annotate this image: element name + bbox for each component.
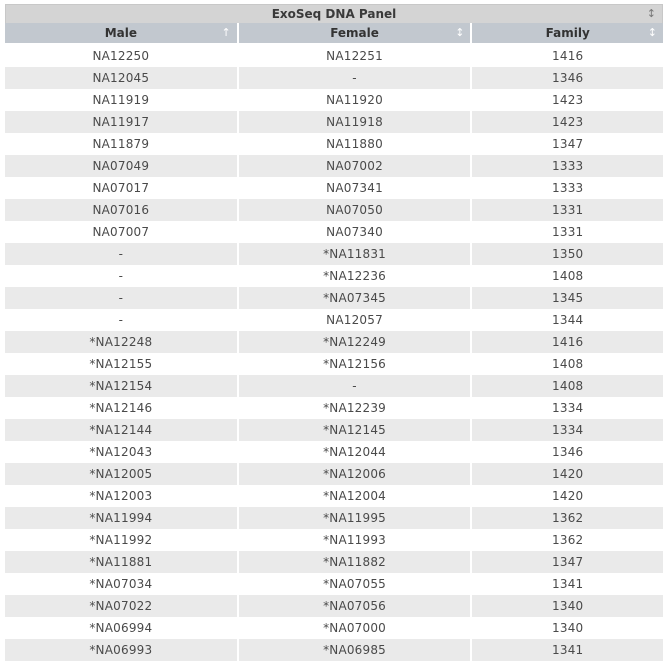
cell-family: 1340 xyxy=(552,621,584,635)
table-row xyxy=(5,265,663,287)
cell-male: *NA12144 xyxy=(5,419,237,441)
cell-female: *NA07000 xyxy=(323,621,387,635)
cell-female: *NA12145 xyxy=(239,419,471,441)
table-body xyxy=(5,45,663,661)
cell-female: *NA07056 xyxy=(239,595,471,617)
cell-family: 1423 xyxy=(552,93,584,107)
sort-arrows-icon[interactable]: ↕ xyxy=(455,26,465,39)
cell-family: 1362 xyxy=(472,507,663,529)
cell-female: *NA12156 xyxy=(323,357,387,371)
cell-family: 1346 xyxy=(472,67,663,89)
cell-family: 1408 xyxy=(552,269,584,283)
cell-family: 1362 xyxy=(552,533,584,547)
cell-family: 1331 xyxy=(472,199,663,221)
cell-female: *NA11995 xyxy=(239,507,471,529)
cell-family: 1340 xyxy=(472,595,663,617)
cell-family: 1416 xyxy=(472,331,663,353)
table-row xyxy=(5,529,663,551)
table-row xyxy=(5,243,663,265)
cell-female: *NA12044 xyxy=(323,445,387,459)
samples-table xyxy=(3,23,665,661)
table-row xyxy=(5,397,663,419)
cell-male: *NA07022 xyxy=(5,595,237,617)
cell-female: *NA12239 xyxy=(323,401,387,415)
column-header-female[interactable] xyxy=(239,23,471,45)
cell-male: *NA12005 xyxy=(5,463,237,485)
table-row xyxy=(5,507,663,529)
cell-female: *NA11882 xyxy=(239,551,471,573)
exoseq-panel xyxy=(5,4,663,661)
cell-male: NA07016 xyxy=(5,199,237,221)
cell-female: *NA11993 xyxy=(323,533,387,547)
cell-male: NA07007 xyxy=(92,225,150,239)
cell-female: - xyxy=(239,375,471,397)
cell-family: 1420 xyxy=(552,489,584,503)
table-row xyxy=(5,419,663,441)
table-row xyxy=(5,639,663,661)
table-row xyxy=(5,573,663,595)
table-row xyxy=(5,67,663,89)
cell-male: *NA11881 xyxy=(5,551,237,573)
cell-family: 1408 xyxy=(552,357,584,371)
cell-female: *NA12004 xyxy=(323,489,387,503)
cell-female: NA11918 xyxy=(239,111,471,133)
cell-family: 1420 xyxy=(472,463,663,485)
table-row xyxy=(5,155,663,177)
column-header-label: Female xyxy=(330,26,379,40)
cell-male: NA07017 xyxy=(92,181,150,195)
cell-family: 1345 xyxy=(472,287,663,309)
cell-family: 1341 xyxy=(472,639,663,661)
cell-male: - xyxy=(5,287,237,309)
cell-female: *NA11831 xyxy=(239,243,471,265)
cell-male: *NA12146 xyxy=(89,401,153,415)
table-row xyxy=(5,441,663,463)
table-row xyxy=(5,309,663,331)
cell-family: 1423 xyxy=(472,111,663,133)
cell-female: NA07050 xyxy=(239,199,471,221)
table-row xyxy=(5,89,663,111)
cell-family: 1347 xyxy=(552,137,584,151)
cell-male: NA11917 xyxy=(5,111,237,133)
cell-male: *NA12248 xyxy=(5,331,237,353)
cell-female: *NA12249 xyxy=(239,331,471,353)
table-row xyxy=(5,331,663,353)
cell-family: 1416 xyxy=(552,49,584,63)
cell-family: 1331 xyxy=(552,225,584,239)
cell-female: *NA12236 xyxy=(323,269,387,283)
column-header-label: Male xyxy=(104,26,137,40)
table-row xyxy=(5,551,663,573)
column-header-label: Family xyxy=(545,26,590,40)
cell-female: NA11880 xyxy=(326,137,383,151)
cell-male: NA07049 xyxy=(5,155,237,177)
table-row xyxy=(5,463,663,485)
table-row xyxy=(5,111,663,133)
cell-female: *NA07345 xyxy=(239,287,471,309)
cell-female: *NA06985 xyxy=(239,639,471,661)
cell-female: - xyxy=(239,67,471,89)
cell-male: - xyxy=(5,243,237,265)
table-row xyxy=(5,287,663,309)
panel-title: ExoSeq DNA Panel xyxy=(271,7,397,21)
cell-male: *NA06994 xyxy=(89,621,153,635)
cell-family: 1408 xyxy=(472,375,663,397)
header-row xyxy=(5,23,663,45)
cell-family: 1344 xyxy=(552,313,584,327)
cell-male: *NA12003 xyxy=(89,489,153,503)
cell-male: *NA07034 xyxy=(89,577,153,591)
cell-family: 1347 xyxy=(472,551,663,573)
cell-family: 1333 xyxy=(472,155,663,177)
sort-arrows-icon[interactable]: ↕ xyxy=(647,26,657,39)
cell-female: *NA07055 xyxy=(323,577,387,591)
cell-family: 1350 xyxy=(472,243,663,265)
panel-title-bar[interactable] xyxy=(5,4,663,23)
cell-male: - xyxy=(118,313,124,327)
cell-male: *NA06993 xyxy=(5,639,237,661)
cell-male: NA11879 xyxy=(92,137,150,151)
table-row xyxy=(5,45,663,67)
table-row xyxy=(5,199,663,221)
sort-up-icon[interactable]: ↑ xyxy=(221,26,231,39)
column-header-family[interactable] xyxy=(472,23,663,45)
cell-male: NA12045 xyxy=(5,67,237,89)
cell-female: *NA12006 xyxy=(239,463,471,485)
cell-family: 1346 xyxy=(552,445,584,459)
cell-male: *NA11994 xyxy=(5,507,237,529)
cell-male: *NA12043 xyxy=(89,445,153,459)
cell-male: NA12250 xyxy=(92,49,150,63)
cell-family: 1334 xyxy=(552,401,584,415)
table-row xyxy=(5,375,663,397)
cell-male: *NA12155 xyxy=(89,357,153,371)
table-row xyxy=(5,177,663,199)
cell-family: 1341 xyxy=(552,577,584,591)
cell-female: NA07002 xyxy=(239,155,471,177)
column-header-male[interactable] xyxy=(5,23,237,45)
cell-male: NA11919 xyxy=(92,93,150,107)
cell-family: 1334 xyxy=(472,419,663,441)
sort-arrows-icon[interactable]: ↕ xyxy=(646,7,656,20)
table-row xyxy=(5,353,663,375)
cell-family: 1333 xyxy=(552,181,584,195)
cell-male: *NA11992 xyxy=(89,533,153,547)
cell-female: NA11920 xyxy=(326,93,383,107)
table-row xyxy=(5,485,663,507)
cell-female: NA12057 xyxy=(326,313,383,327)
cell-male: *NA12154 xyxy=(5,375,237,397)
cell-female: NA07341 xyxy=(326,181,383,195)
cell-male: - xyxy=(118,269,124,283)
cell-female: NA07340 xyxy=(326,225,383,239)
cell-female: NA12251 xyxy=(326,49,383,63)
table-row xyxy=(5,221,663,243)
table-row xyxy=(5,595,663,617)
table-row xyxy=(5,133,663,155)
table-row xyxy=(5,617,663,639)
